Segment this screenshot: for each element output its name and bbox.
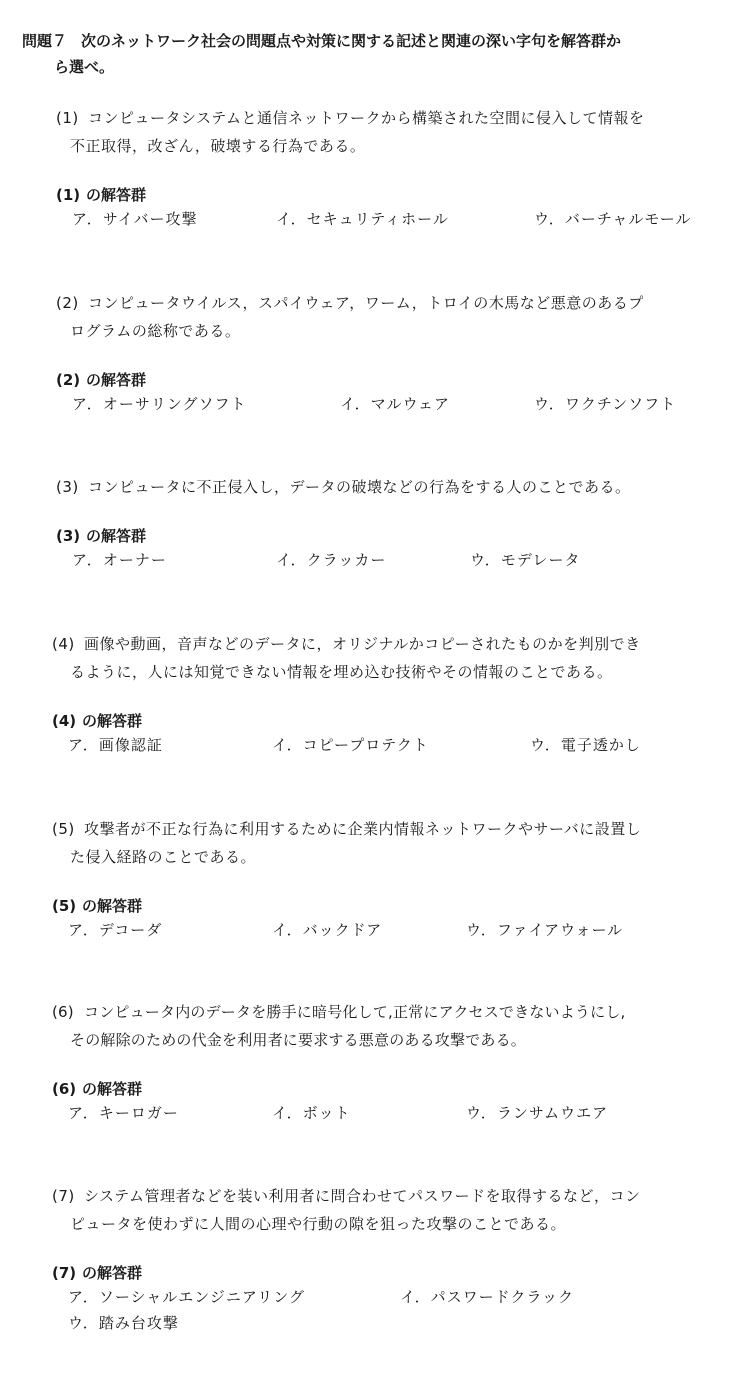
problem-label: 問題７: [22, 32, 68, 50]
option-a[interactable]: ア．ソーシャルエンジニアリング: [68, 1288, 305, 1306]
question-number: (3): [56, 478, 79, 496]
question-statement: [56, 104, 706, 160]
question-statement: [52, 1182, 702, 1238]
statement-line2: 不正取得，改ざん，破壊する行為である。: [70, 137, 366, 155]
question-number: (2): [56, 294, 79, 312]
question-1: [56, 104, 706, 232]
answer-options-row2: [52, 1310, 702, 1336]
question-4: [52, 630, 702, 758]
answer-options: [52, 1284, 702, 1310]
option-u[interactable]: ウ．ランサムウエア: [466, 1104, 609, 1122]
answer-group-heading: (1) の解答群: [56, 186, 147, 204]
question-number: (4): [52, 635, 75, 653]
option-u[interactable]: ウ．ファイアウォール: [466, 921, 624, 939]
question-6: [52, 998, 702, 1126]
answer-group-heading: (5) の解答群: [52, 897, 143, 915]
question-statement: [56, 289, 706, 345]
option-u[interactable]: ウ．バーチャルモール: [534, 210, 692, 228]
option-a[interactable]: ア．サイバー攻撃: [72, 210, 198, 228]
answer-group-heading: (4) の解答群: [52, 712, 143, 730]
question-statement: [52, 815, 702, 871]
question-number: (1): [56, 109, 79, 127]
statement-line2: その解除のための代金を利用者に要求する悪意のある攻撃である。: [70, 1031, 527, 1049]
option-u[interactable]: ウ．モデレータ: [470, 551, 581, 569]
answer-options: [56, 206, 706, 232]
statement-line1: コンピュータウイルス，スパイウェア，ワーム，トロイの木馬など悪意のあるプ: [88, 294, 644, 312]
option-i[interactable]: イ．ボット: [272, 1104, 351, 1122]
question-statement: [52, 998, 702, 1054]
answer-options: [56, 391, 706, 417]
option-i[interactable]: イ．パスワードクラック: [400, 1288, 575, 1306]
statement-line1: 攻撃者が不正な行為に利用するために企業内情報ネットワークやサーバに設置し: [84, 820, 642, 838]
answer-group-heading: (6) の解答群: [52, 1080, 143, 1098]
answer-options: [52, 732, 702, 758]
question-number: (6): [52, 1003, 74, 1021]
option-a[interactable]: ア．画像認証: [68, 736, 163, 754]
question-number: (7): [52, 1187, 75, 1205]
option-u[interactable]: ウ．電子透かし: [530, 736, 641, 754]
statement-line2: た侵入経路のことである。: [70, 848, 257, 866]
option-i[interactable]: イ．マルウェア: [340, 395, 451, 413]
option-u[interactable]: ウ．ワクチンソフト: [534, 395, 677, 413]
option-a[interactable]: ア．キーロガー: [68, 1104, 179, 1122]
question-statement: [52, 630, 702, 686]
statement-line2: ログラムの総称である。: [70, 322, 241, 340]
statement-line1: コンピュータ内のデータを勝手に暗号化して,正常にアクセスできないようにし,: [84, 1003, 626, 1021]
answer-group-heading: (7) の解答群: [52, 1264, 143, 1282]
problem-instruction-line2: ら選べ。: [54, 58, 115, 76]
option-a[interactable]: ア．オーサリングソフト: [72, 395, 247, 413]
answer-group-heading: (2) の解答群: [56, 371, 147, 389]
statement-line1: システム管理者などを装い利用者に問合わせてパスワードを取得するなど，コン: [84, 1187, 641, 1205]
statement-line1: コンピュータに不正侵入し，データの破壊などの行為をする人のことである。: [88, 478, 631, 496]
option-i[interactable]: イ．セキュリティホール: [276, 210, 449, 228]
option-a[interactable]: ア．オーナー: [72, 551, 167, 569]
answer-group-heading: (3) の解答群: [56, 527, 147, 545]
problem-instruction-line1: 次のネットワーク社会の問題点や対策に関する記述と関連の深い字句を解答群か: [81, 32, 622, 50]
question-5: [52, 815, 702, 943]
statement-line2: ピュータを使わずに人間の心理や行動の隙を狙った攻撃のことである。: [70, 1215, 567, 1233]
question-statement: [56, 473, 706, 501]
answer-options: [56, 547, 706, 573]
question-7: [52, 1182, 702, 1336]
answer-options: [52, 917, 702, 943]
option-u[interactable]: ウ．踏み台攻撃: [68, 1314, 179, 1332]
statement-line1: コンピュータシステムと通信ネットワークから構築された空間に侵入して情報を: [88, 109, 645, 127]
option-i[interactable]: イ．コピープロテクト: [272, 736, 429, 754]
statement-line1: 画像や動画，音声などのデータに，オリジナルかコピーされたものかを判別でき: [84, 635, 641, 653]
question-3: [56, 473, 706, 573]
option-i[interactable]: イ．クラッカー: [276, 551, 387, 569]
question-number: (5): [52, 820, 75, 838]
answer-options: [52, 1100, 702, 1126]
statement-line2: るように，人には知覚できない情報を埋め込む技術やその情報のことである。: [70, 663, 613, 681]
problem-header: [22, 28, 712, 80]
option-i[interactable]: イ．バックドア: [272, 921, 383, 939]
question-2: [56, 289, 706, 417]
option-a[interactable]: ア．デコーダ: [68, 921, 163, 939]
